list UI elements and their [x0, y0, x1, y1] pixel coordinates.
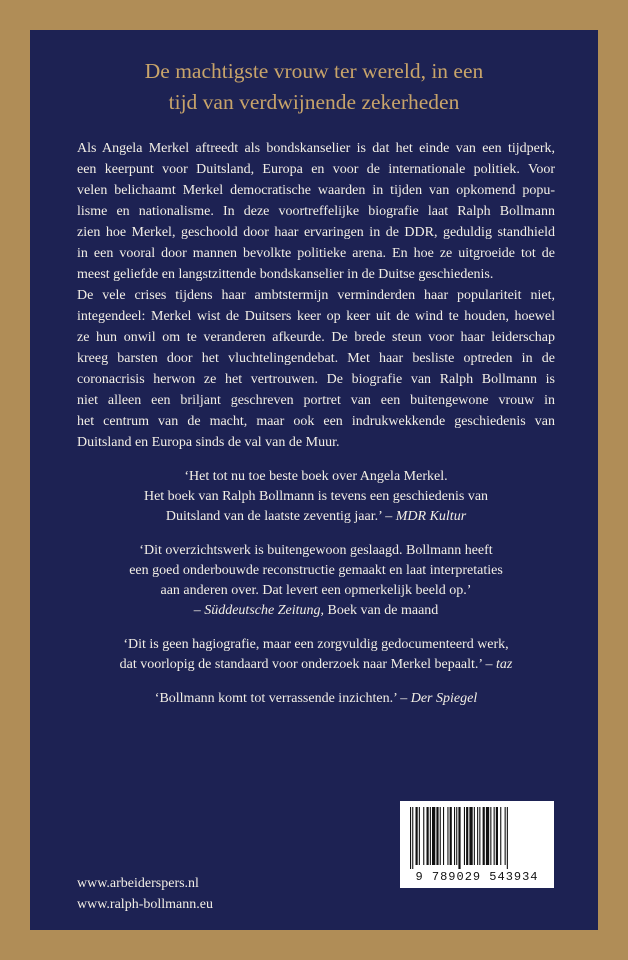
review-quote: [77, 467, 555, 527]
quote-text: Duitsland van de laatste zeventig jaar.’ –: [165, 509, 393, 524]
quote-source: Süddeutsche Zeitung: [204, 603, 321, 618]
barcode-bar: [432, 807, 435, 865]
quote-source: Der Spiegel: [410, 691, 478, 706]
blurb-line: meest geliefde en langstzittende bondskanselier in de Duitse geschiedenis.: [77, 267, 494, 282]
barcode-bar: [430, 807, 431, 865]
barcode-bar: [486, 807, 489, 865]
website-link: www.arbeiderspers.nl: [77, 876, 199, 891]
review-quote: [77, 635, 555, 675]
blurb-line: zien hoe Merkel, geschoold door haar ervaringen in de DDR, geduldig standhield: [77, 225, 555, 240]
barcode-bar: [483, 807, 485, 865]
blurb-line: lisme en nationalisme. In deze voortreffelijke biografie laat Ralph Bollmann: [77, 204, 555, 219]
blurb-text: [77, 138, 555, 453]
quote-text: dat voorlopig de standaard voor onderzoek naar Merkel bepaalt.’ –: [119, 657, 493, 672]
quote-line: ‘Dit overzichtswerk is buitengewoon geslaagd. Bollmann heeft: [139, 543, 493, 558]
barcode-bar: [456, 807, 457, 865]
quote-line: [77, 601, 555, 621]
barcode-bar: [423, 807, 424, 865]
book-back-cover: [30, 30, 598, 930]
quote-dash: –: [193, 603, 201, 618]
barcode-bar: [427, 807, 429, 865]
quote-source-suffix: , Boek van de maand: [320, 603, 439, 618]
barcode-bar: [479, 807, 480, 865]
blurb-line: integendeel: Merkel wist de Duitsers keer op keer uit de wind te houden, hoewel: [77, 309, 555, 324]
barcode-bar: [454, 807, 455, 865]
blurb-line: ze hun onwil om te veranderen afkeurde. De brede steun voor haar leiderschap: [77, 330, 555, 345]
barcode-bar: [477, 807, 478, 865]
barcode-bar: [447, 807, 448, 865]
quote-line: aan anderen over. Dat levert een opmerkelijk beeld op.’: [160, 583, 472, 598]
barcode-bar: [474, 807, 475, 865]
barcode-bar: [507, 807, 508, 869]
headline-line-1: De machtigste vrouw ter wereld, in een: [144, 59, 484, 83]
barcode-bar: [496, 807, 498, 865]
publisher-websites: [77, 873, 213, 915]
review-quotes: [77, 467, 555, 723]
barcode-bar: [505, 807, 506, 865]
blurb-line: kreeg barsten door het vluchtelingendebat. Met haar besliste optreden in de: [77, 351, 555, 366]
blurb-line: niet alleen een briljant geschreven portret van een buitengewone vrouw in: [77, 393, 555, 408]
quote-source: MDR Kultur: [395, 509, 467, 524]
barcode-bar: [469, 807, 472, 865]
review-quote: [77, 689, 555, 709]
blurb-line: coronacrisis herwon ze het vertrouwen. De biografie van Ralph Bollmann is: [77, 372, 555, 387]
barcode-bar: [466, 807, 468, 865]
barcode-bar: [494, 807, 495, 865]
quote-text: ‘Bollmann komt tot verrassende inzichten.’ –: [154, 691, 408, 706]
barcode-bar: [436, 807, 438, 865]
headline-line-2: tijd van verdwijnende zekerheden: [168, 90, 460, 114]
isbn-number: 9 789029 543934: [415, 870, 539, 884]
quote-line: [77, 655, 555, 675]
blurb-line: een keerpunt voor Duitsland, Europa en voor de internationale politiek. Voor: [77, 162, 555, 177]
blurb-line: velen belichaamt Merkel democratische waarden in tijden van opkomend popu-: [77, 183, 555, 198]
quote-line: [77, 689, 555, 709]
blurb-line: Duitsland en Europa sinds de val van de Muur.: [77, 435, 340, 450]
barcode-bar: [419, 807, 420, 865]
review-quote: [77, 541, 555, 621]
blurb-line: Als Angela Merkel aftreedt als bondskanselier is dat het einde van een tijdperk,: [77, 141, 555, 156]
quote-line: ‘Het tot nu toe beste boek over Angela Merkel.: [184, 469, 448, 484]
quote-line: ‘Dit is geen hagiografie, maar een zorgvuldig gedocumenteerd werk,: [123, 637, 509, 652]
barcode-bar: [416, 807, 418, 865]
quote-source: taz: [496, 657, 513, 672]
barcode-bar: [440, 807, 441, 865]
barcode-bar: [458, 807, 460, 869]
barcode-bar: [464, 807, 465, 865]
website-link: www.ralph-bollmann.eu: [77, 897, 213, 912]
quote-line: een goed onderbouwde reconstructie gemaakt en laat interpretaties: [129, 563, 503, 578]
barcode-bars: [408, 807, 546, 869]
barcode-bar: [412, 807, 413, 869]
quote-line: [77, 507, 555, 527]
barcode: [400, 801, 554, 888]
blurb-line: het centrum van de macht, maar ook een indrukwekkende geschiedenis van: [77, 414, 555, 429]
barcode-bar: [443, 807, 444, 865]
quote-line: Het boek van Ralph Bollmann is tevens een geschiedenis van: [143, 489, 489, 504]
barcode-bar: [410, 807, 411, 869]
blurb-line: in een vooral door mannen bevolkte politieke arena. En hoe ze uitgroeide tot de: [77, 246, 555, 261]
barcode-bar: [500, 807, 501, 865]
blurb-line: De vele crises tijdens haar ambtstermijn verminderden haar populariteit niet,: [77, 288, 555, 303]
cover-headline: [30, 56, 598, 118]
barcode-bar: [490, 807, 491, 865]
barcode-bar: [450, 807, 452, 865]
